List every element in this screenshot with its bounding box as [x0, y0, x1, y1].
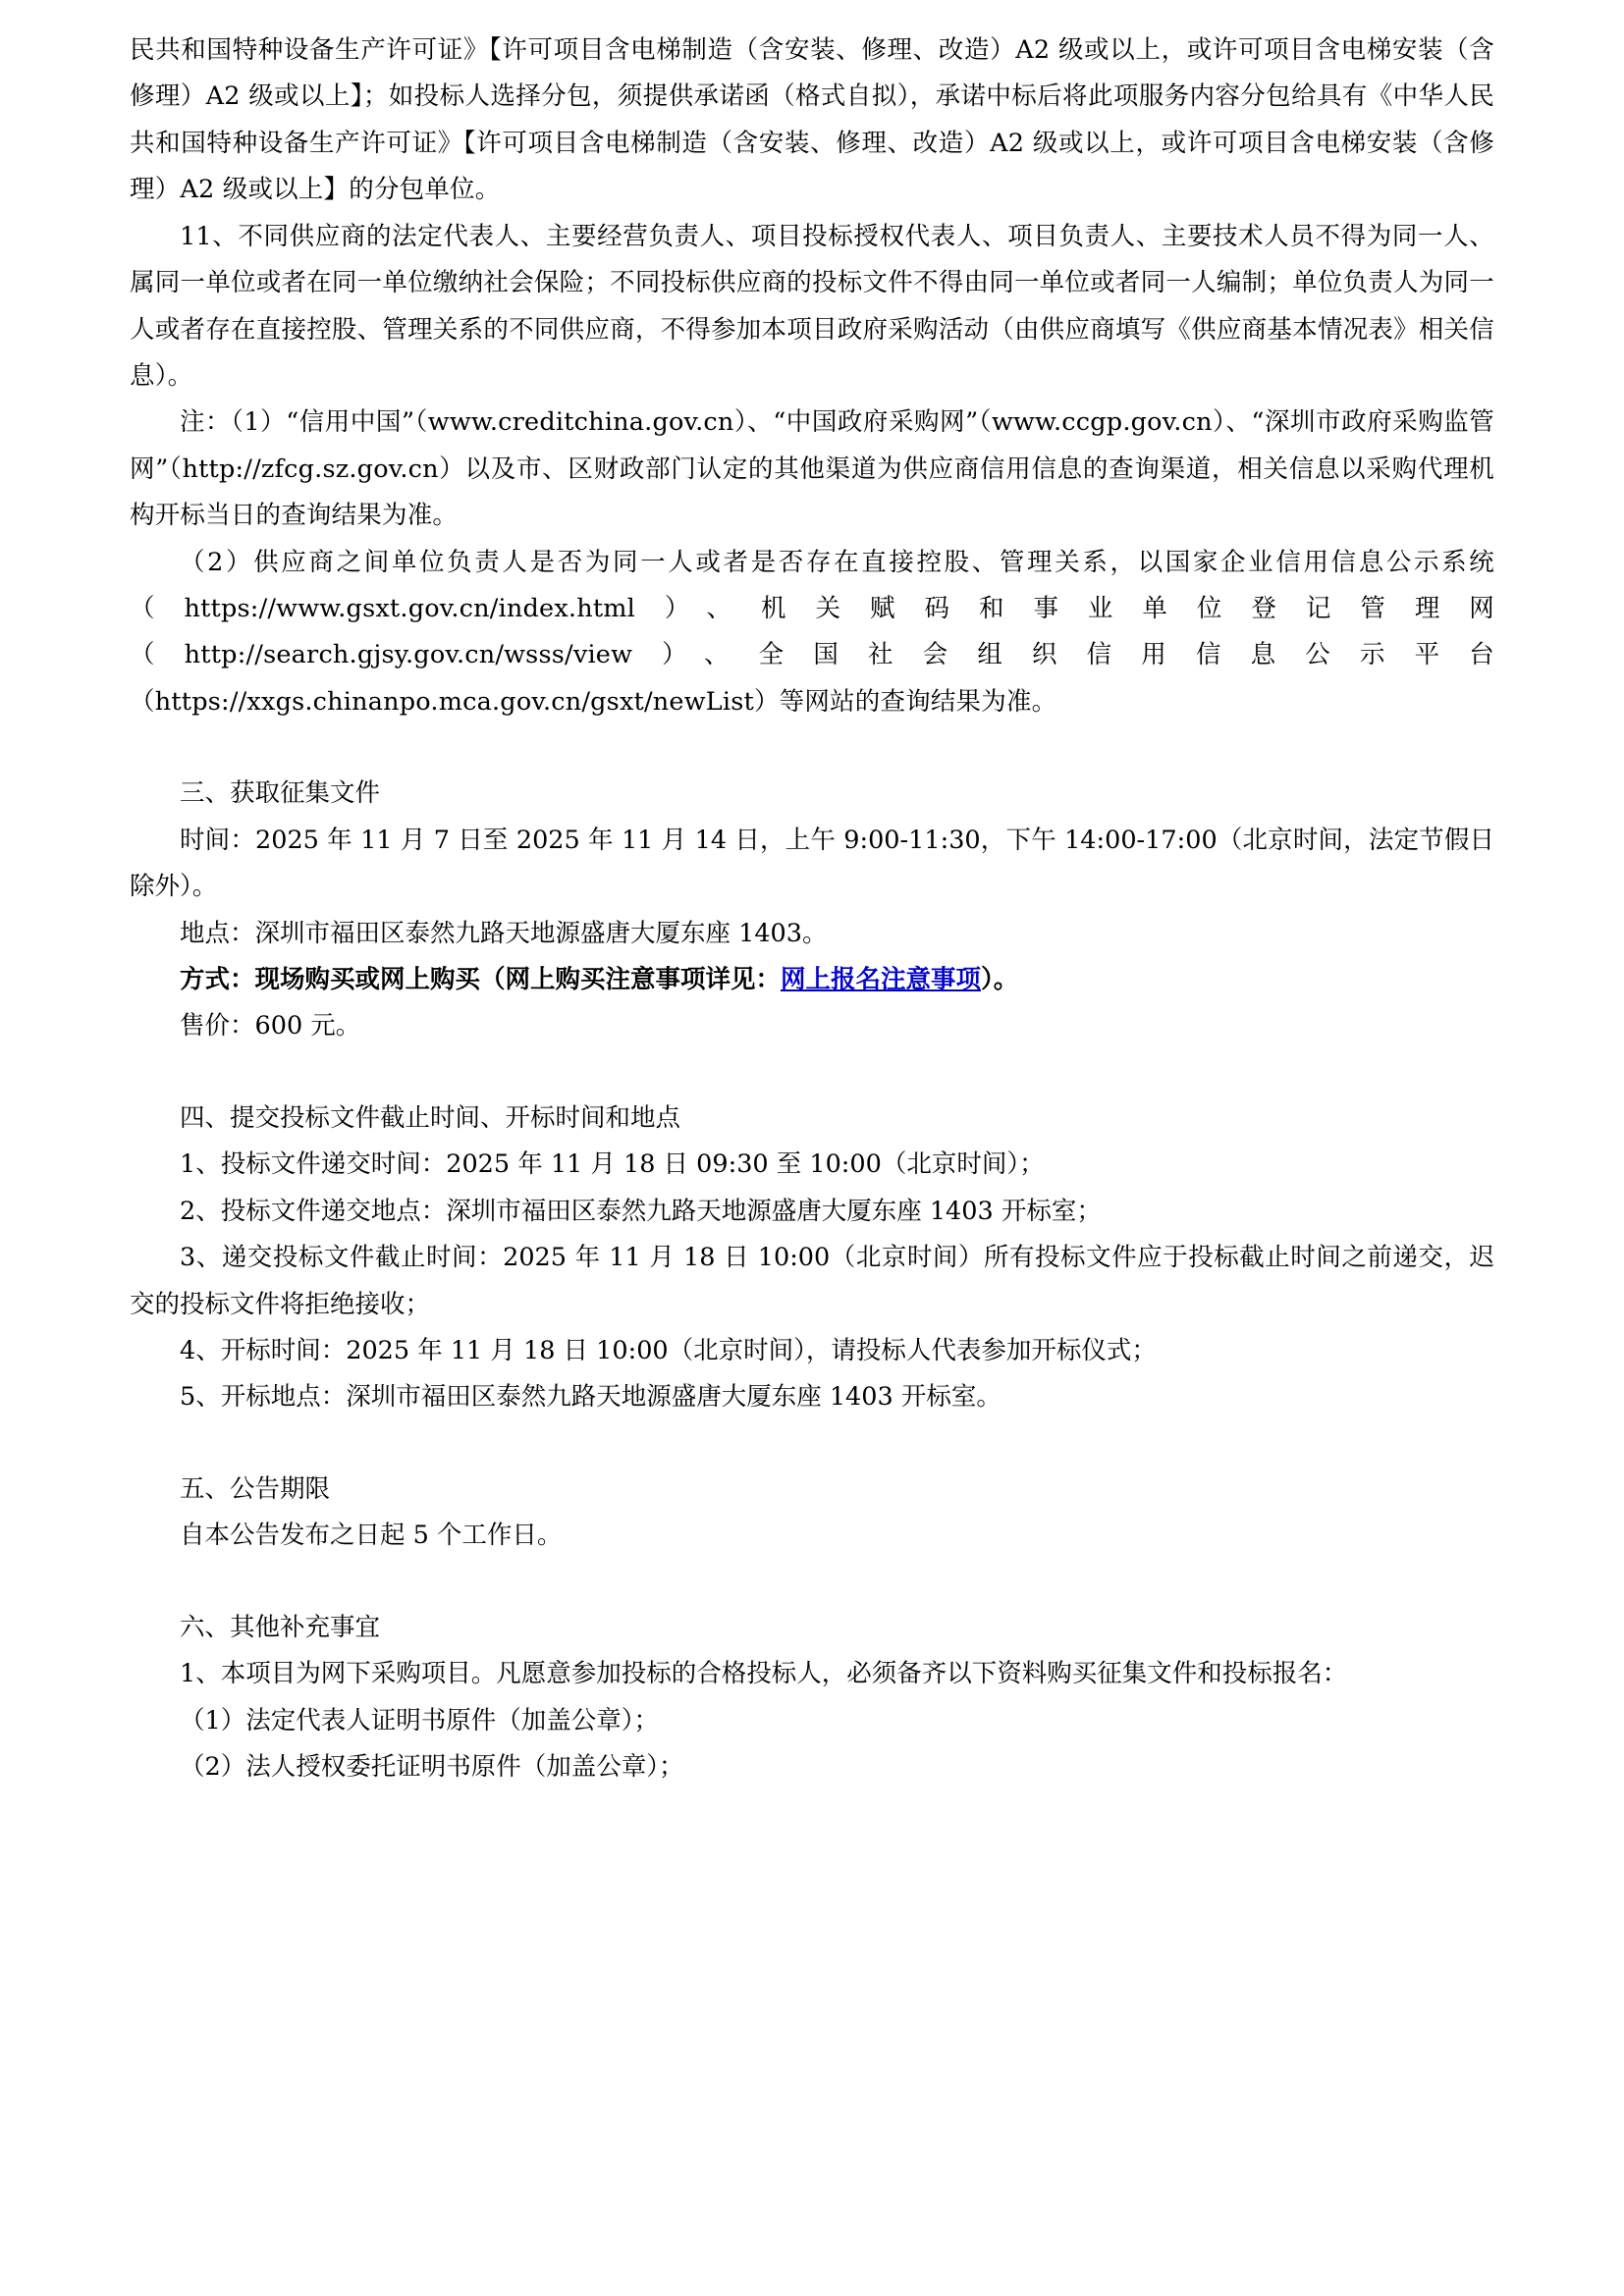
section-three-heading: 三、获取征集文件 — [180, 778, 381, 809]
section-four-item-3: 3、递交投标文件截止时间：2025 年 11 月 18 日 10:00（北京时间）所有投标文件应于投标截止时间之前递交，迟交的投标文件将拒绝接收； — [130, 1243, 1494, 1319]
section-six-heading: 六、其他补充事宜 — [180, 1612, 381, 1642]
section-five-text: 自本公告发布之日起 5 个工作日。 — [180, 1521, 563, 1551]
paragraph-note-1: 注：（1）“信用中国”（www.creditchina.gov.cn）、“中国政府采购网”（www.ccgp.gov.cn）、“深圳市政府采购监管网”（http://zfcg.sz.gov.cn）以及市、区财政部门认定的其他渠道为供应商信用信息的查询渠道，相关信息以采购代理机构开标当日的查询结果为准。 — [130, 407, 1494, 531]
section-six-item-2: （1）法定代表人证明书原件（加盖公章）； — [180, 1705, 659, 1735]
spacer — [130, 1560, 1494, 1605]
section-three-price: 售价：600 元。 — [180, 1011, 361, 1041]
section-six-item-3: （2）法人授权委托证明书原件（加盖公章）； — [180, 1751, 684, 1782]
online-registration-notes-link[interactable]: 网上报名注意事项 — [781, 965, 982, 995]
section-four-item-1: 1、投标文件递交时间：2025 年 11 月 18 日 09:30 至 10:00（北京时间）； — [180, 1149, 1045, 1180]
section-three-time: 时间：2025 年 11 月 7 日至 2025 年 11 月 14 日，上午 9:00-11:30，下午 14:00-17:00（北京时间，法定节假日除外）。 — [130, 825, 1494, 902]
section-four-item-2: 2、投标文件递交地点：深圳市福田区泰然九路天地源盛唐大厦东座 1403 开标室； — [180, 1196, 1102, 1226]
method-text-prefix: 现场购买或网上购买（网上购买注意事项详见： — [254, 965, 782, 995]
method-label: 方式： — [180, 965, 255, 995]
paragraph-continuation: 民共和国特种设备生产许可证》【许可项目含电梯制造（含安装、修理、改造）A2 级或以上，或许可项目含电梯安装（含修理）A2 级或以上】；如投标人选择分包，须提供承诺函（格式自拟），承诺中标后将此项服务内容分包给具有《中华人民共和国特种设备生产许可证》【许可项目含电梯制造（含安装、修理、改造）A2 级或以上，或许可项目含电梯安装（含修理）A2 级或以上】的分包单位。 — [130, 35, 1494, 205]
method-text-suffix: ）。 — [981, 965, 1019, 995]
spacer — [130, 725, 1494, 771]
paragraph-item-11: 11、不同供应商的法定代表人、主要经营负责人、项目投标授权代表人、项目负责人、主要技术人员不得为同一人、属同一单位或者在同一单位缴纳社会保险；不同投标供应商的投标文件不得由同一单位或者同一人编制；单位负责人为同一人或者存在直接控股、管理关系的不同供应商，不得参加本项目政府采购活动（由供应商填写《供应商基本情况表》相关信息）。 — [130, 221, 1494, 391]
section-five-heading: 五、公告期限 — [180, 1473, 331, 1504]
section-four-item-4: 4、开标时间：2025 年 11 月 18 日 10:00（北京时间），请投标人代表参加开标仪式； — [180, 1335, 1157, 1365]
section-three-place: 地点：深圳市福田区泰然九路天地源盛唐大厦东座 1403。 — [180, 918, 828, 948]
section-six-item-1: 1、本项目为网下采购项目。凡愿意参加投标的合格投标人，必须备齐以下资料购买征集文件和投标报名： — [180, 1659, 1348, 1689]
section-three-method — [130, 957, 1494, 1003]
spacer — [130, 1050, 1494, 1095]
spacer — [130, 1421, 1494, 1467]
section-four-heading: 四、提交投标文件截止时间、开标时间和地点 — [180, 1102, 681, 1133]
section-four-item-5: 5、开标地点：深圳市福田区泰然九路天地源盛唐大厦东座 1403 开标室。 — [180, 1382, 1001, 1413]
paragraph-note-2: （2）供应商之间单位负责人是否为同一人或者是否存在直接控股、管理关系，以国家企业信用信息公示系统（https://www.gsxt.gov.cn/index.html）、机关赋码和事业单位登记管理网（http://search.gjsy.gov.cn/wsss/view）、全国社会组织信用信息公示平台（https://xxgs.chinanpo.mca.gov.cn/gsxt/newList）等网站的查询结果为准。 — [130, 547, 1494, 717]
